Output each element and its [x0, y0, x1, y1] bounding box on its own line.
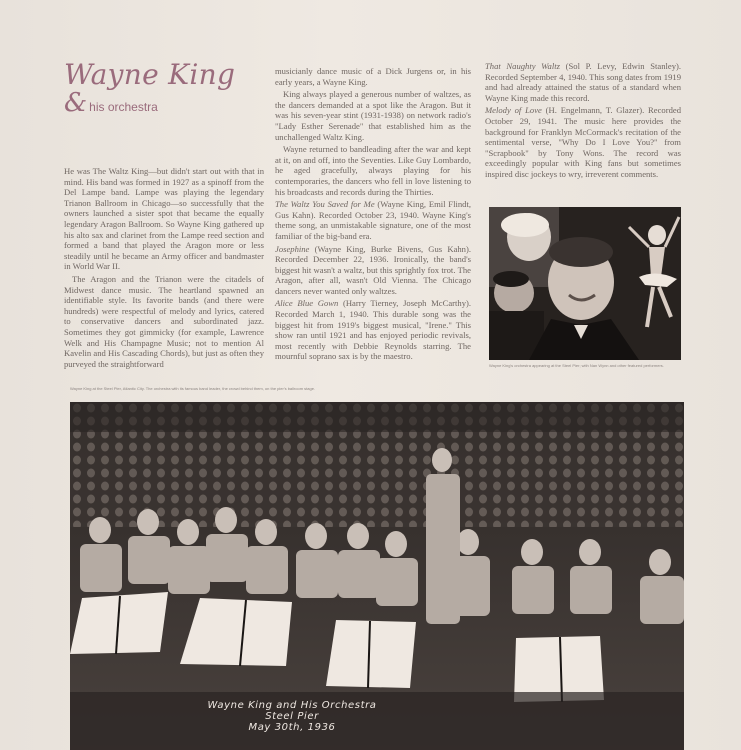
song-entry [485, 105, 681, 179]
text-column-3 [485, 61, 681, 182]
song-entry [275, 199, 471, 241]
portrait-caption: Wayne King's orchestra appearing at the Steel Pier; with Nan Wynn and other featured performers. [489, 363, 664, 368]
text-column-1 [64, 166, 264, 371]
title-subline [64, 90, 264, 116]
orchestra-photo [70, 402, 684, 750]
song-entry [275, 298, 471, 362]
orchestra-illustration [70, 402, 684, 750]
title-block [64, 58, 264, 116]
page-title: Wayne King [64, 58, 236, 91]
text-column-2 [275, 66, 471, 364]
paragraph: Wayne returned to bandleading after the war and kept at it, on and off, into the Seventies. Like Guy Lombardo, he aged gracefully, always playing for his contemporaries, the dancers who fell in love listening to his broadcasts and records during the Thirties. [275, 144, 471, 197]
paragraph: The Aragon and the Trianon were the citadels of Midwest dance music. The heartland spawned an identifiable style. Its favorite bands (and there were hundreds) were respectful of melody and lyrics, catered to conservative dancers and subordinated jazz. Sometimes they got gimmicky (for example, Lawrence Welk and His Champagne Music; not to mention Al Kavelin and His Cascading Chords), but just as often they purveyed the straightforward [64, 273, 264, 369]
inscription-line: Wayne King and His Orchestra [207, 700, 377, 711]
inscription-line: May 30th, 1936 [248, 722, 336, 733]
ampersand-logo: & [64, 88, 88, 118]
song-desc: (Wayne King, Burke Bivens, Gus Kahn). Recorded December 22, 1936. Ironically, the band's biggest hit wasn't a waltz, but this sprightly fox trot. The Aragon, after all, wasn't Old Vienna. The Chicago dancers never wanted only waltzes. [275, 243, 471, 296]
song-desc: (Harry Tierney, Joseph McCarthy). Recorded March 1, 1940. This durable song was the biggest hit from 1919's biggest musical, "Irene." This show ran until 1921 and has enjoyed periodic revivals, most recently with Debbie Reynolds starring. The mournful soprano sax is by the maestro. [275, 298, 471, 362]
paragraph: King always played a generous number of waltzes, as the dancers demanded at a spot like the Aragon. But it was his seven-year stint (1931-1938) on network radio's "Lady Esther Serenade" that established him as the unchallenged Waltz King. [275, 89, 471, 142]
song-title: Josephine [275, 243, 310, 254]
inscription-line: Steel Pier [265, 711, 319, 722]
page-subtitle: his orchestra [89, 100, 158, 114]
photo-inscription [182, 700, 402, 733]
paragraph: musicianly dance music of a Dick Jurgens or, in his early years, a Wayne King. [275, 66, 471, 87]
photo-caption: Wayne King at the Steel Pier, Atlantic City. The orchestra with its famous band leader, the crowd behind them, on the pier's ballroom stage. [70, 386, 316, 391]
portrait-illustration [489, 207, 681, 360]
song-entry [275, 244, 471, 297]
song-title: Melody of Love [485, 105, 542, 116]
song-desc: (H. Engelmann, T. Glazer). Recorded October 29, 1941. The music here provides the background for Franklyn McCormack's recitation of the sentimental verse, "Why Do I Love You?" from "Scrapbook" by Tony Wons. The record was exceedingly popular with King fans but sometimes inspired disc jockeys to wry, irreverent comments. [485, 105, 681, 179]
portrait-photo [489, 207, 681, 360]
song-entry [485, 61, 681, 103]
song-title: Alice Blue Gown [275, 298, 339, 309]
song-title: The Waltz You Saved for Me [275, 199, 375, 210]
song-title: That Naughty Waltz [485, 61, 560, 71]
song-desc: (Wayne King, Emil Flindt, Gus Kahn). Recorded October 23, 1940. Wayne King's theme song, an unmistakable signature, one of the most familiar of the big-band era. [275, 199, 471, 241]
paragraph: He was The Waltz King—but didn't start out with that in mind. His band was formed in 1927 as a spinoff from the Del Lampe band. Lampe was playing the legendary Trianon Ballroom in Chicago—so successfully that the owners launched a sister spot that became the equally legendary Aragon Ballroom. So Wayne King gathered up his alto sax and clarinet from the Lampe reed section and formed a band that played the Aragon more or less steadily until he became an Army officer and bandmaster in World War II. [64, 166, 264, 272]
song-desc: (Sol P. Levy, Edwin Stanley). Recorded September 4, 1940. This song dates from 1919 and had already attained the status of a standard when Wayne King made this record. [485, 61, 682, 103]
